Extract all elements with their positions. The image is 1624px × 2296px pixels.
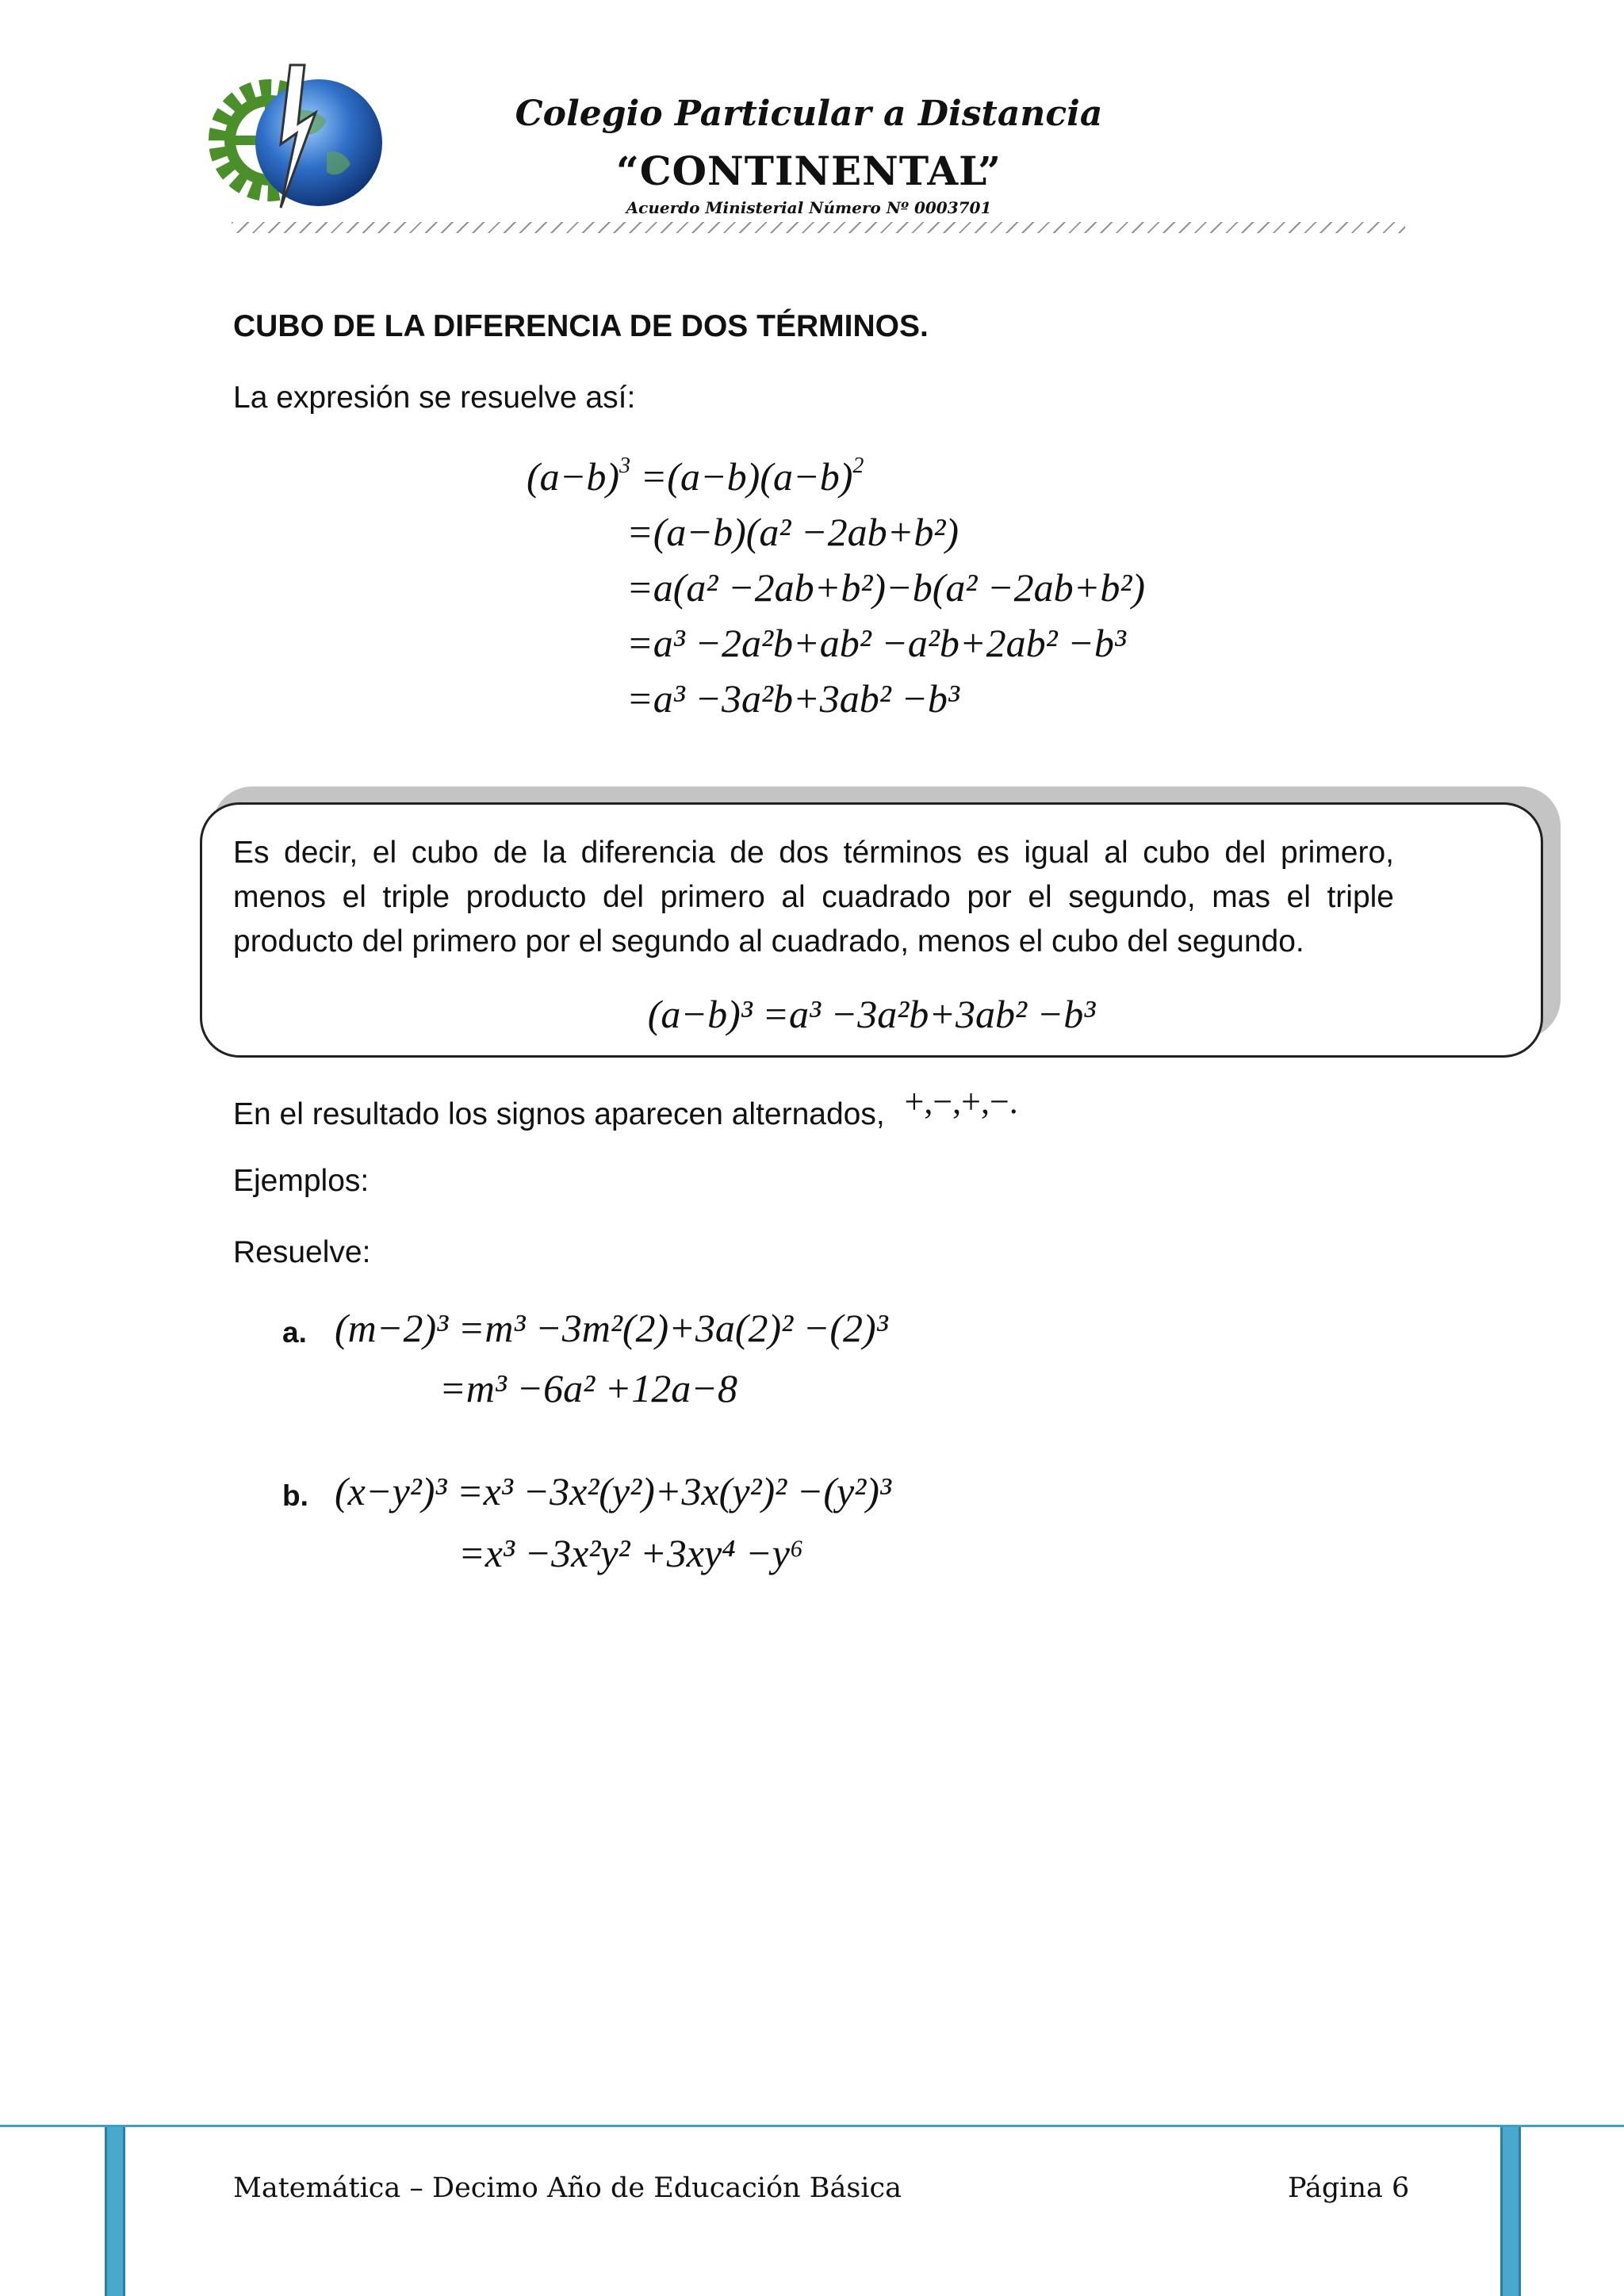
solve-label: Resuelve: [233, 1235, 371, 1269]
derivation-line-2: =(a−b)(a² −2ab+b²) [626, 510, 959, 554]
example-a-line-1: (m−2)³ =m³ −3m²(2)+3a(2)² −(2)³ [335, 1306, 888, 1350]
rule-formula: (a−b)³ =a³ −3a²b+3ab² −b³ [647, 992, 1096, 1036]
ministerial-agreement: Acuerdo Ministerial Número Nº 0003701 [626, 198, 992, 217]
example-b-line-2: =x³ −3x²y² +3xy⁴ −y⁶ [458, 1531, 804, 1575]
example-b-label: b. [282, 1479, 308, 1512]
derivation-line-1: $(a-b)^3 =(a-b)(a-b)^2$ [527, 453, 864, 499]
header-divider [232, 222, 1405, 233]
school-name: Colegio Particular a Distancia [515, 94, 1103, 134]
section-heading: CUBO DE LA DIFERENCIA DE DOS TÉRMINOS. [233, 309, 929, 343]
signs-math: +,−,+,−. [904, 1082, 1018, 1121]
rule-text: Es decir, el cubo de la diferencia de dos términos es igual al cubo del primero, menos el triple producto del primero al cuadrado por el segundo, mas el triple producto del primero por el segundo al cuadrado, menos el cubo del segundo. [233, 836, 1394, 959]
derivation-line-4: =a³ −2a²b+ab² −a²b+2ab² −b³ [626, 621, 1126, 665]
gear-globe-icon [208, 57, 390, 224]
footer-course: Matemática – Decimo Año de Educación Básica [233, 2172, 902, 2204]
signs-text: En el resultado los signos aparecen alternados, +,−,+,−. [233, 1082, 1018, 1131]
footer-rule [0, 2125, 1624, 2127]
footer-bar-right [1500, 2127, 1521, 2296]
school-brand: “CONTINENTAL” [615, 147, 1002, 194]
intro-text: La expresión se resuelve así: [233, 381, 636, 415]
page-number: Página 6 [1288, 2172, 1410, 2204]
example-a-label: a. [282, 1316, 307, 1349]
derivation-line-5: =a³ −3a²b+3ab² −b³ [626, 676, 959, 721]
derivation-line-3: =a(a² −2ab+b²)−b(a² −2ab+b²) [626, 565, 1146, 610]
example-b-line-1: (x−y²)³ =x³ −3x²(y²)+3x(y²)² −(y²)³ [335, 1469, 891, 1513]
example-a-line-2: =m³ −6a² +12a−8 [439, 1366, 738, 1410]
footer-bar-left [105, 2127, 125, 2296]
school-logo [208, 57, 390, 224]
examples-label: Ejemplos: [233, 1164, 370, 1198]
